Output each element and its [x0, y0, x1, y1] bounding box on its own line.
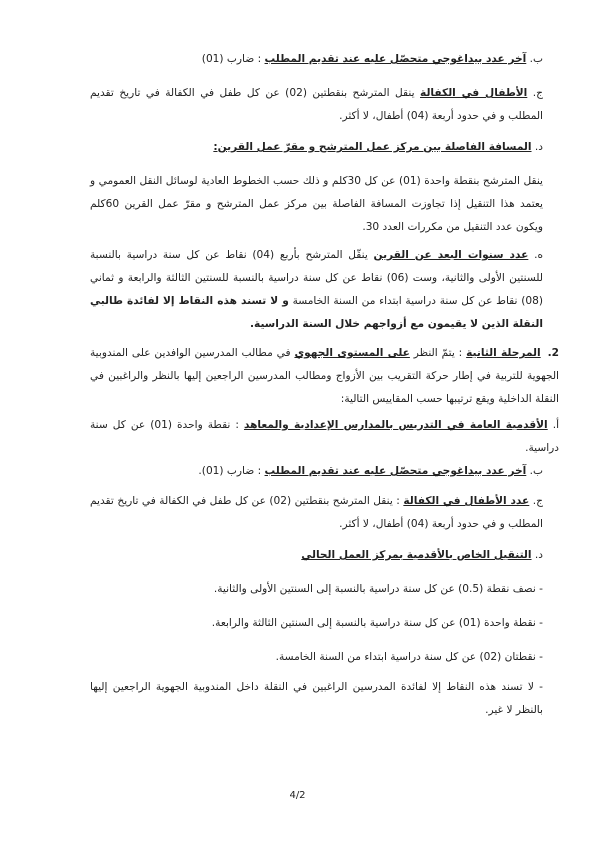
item-j-children: [90, 82, 543, 128]
item-text: : نقطة واحدة (01) عن كل سنة دراسية.: [90, 419, 559, 454]
stage2-item-a: [90, 414, 559, 460]
item-marker: أ.: [552, 419, 560, 431]
stage-intro-a: : يتمّ النظر: [409, 347, 463, 359]
item-label: آخر عدد بيداغوجي متحصّل عليه عند تقديم المطلب: [264, 465, 527, 477]
item-text: : ضارب (01): [201, 53, 262, 65]
item-text: ينقل المترشح بنقطتين (02) عن كل طفل في الكفالة في تاريخ تقديم المطلب و في حدود أربعة (04) أطفال، لا أكثر.: [90, 87, 543, 122]
item-label: المسافة الفاصلة بين مركز عمل المترشح و مقرّ عمل القرين:: [213, 141, 532, 153]
item-d-distance-heading: [90, 136, 543, 159]
stage2-item-j: [90, 490, 543, 536]
item-marker: ج.: [532, 495, 543, 507]
item-label: الأطفال في الكفالة: [420, 87, 528, 99]
item-text: : ضارب (01).: [198, 465, 262, 477]
item-label: الأقدمية العامة في التدريس بالمدارس الإعدادية والمعاهد: [243, 419, 548, 431]
stage-level: على المستوى الجهوي: [294, 347, 410, 359]
item-label: آخر عدد بيداغوجي متحصّل عليه عند تقديم المطلب: [264, 53, 527, 65]
item-label: التنقيل الخاص بالأقدمية بمركز العمل الحالي: [301, 549, 532, 561]
item-marker: ب.: [529, 53, 543, 65]
item-marker: ه.: [534, 249, 543, 261]
stage2-item-b: [90, 460, 543, 483]
stage-intro-b: في مطالب المدرسين الوافدين على المندوبية الجهوية للتربية في إطار حركة التقريب بين الأزواج ومطالب المدرسين الراجعين إليها بالنظر والراغبين في النقلة الداخلية ويقع ترتيبها حسب المقاييس التالية:: [90, 347, 559, 405]
item-marker: ب.: [529, 465, 543, 477]
distance-paragraph: ينقل المترشح بنقطة واحدة (01) عن كل 30كلم و ذلك حسب الخطوط العادية لوسائل النقل العمومي و يعتمد هذا التنقيل إذا تجاوزت المسافة الفاصلة بين مركز عمل المترشح و مقرّ عمل القرين 60كلم ويكون عدد التنقيل من مكررات العدد 30.: [90, 175, 544, 233]
bullet-item: - نقطتان (02) عن كل سنة دراسية ابتداء من السنة الخامسة.: [275, 651, 543, 663]
item-b-pedagogical-grade: [90, 48, 543, 71]
stage-title: المرحلة الثانية: [466, 347, 541, 359]
item-h-years-apart: [90, 244, 543, 336]
stage-number: 2.: [547, 347, 559, 359]
item-marker: ج.: [532, 87, 543, 99]
stage-two-paragraph: [90, 342, 559, 411]
bullet-item: - نقطة واحدة (01) عن كل سنة دراسية بالنسبة إلى السنتين الثالثة والرابعة.: [211, 617, 543, 629]
bullet-item: - لا تسند هذه النقاط إلا لفائدة المدرسين الراغبين في النقلة داخل المندوبية الجهوية الراجعين إليها بالنظر لا غير.: [90, 681, 543, 716]
stage2-item-d-heading: [90, 544, 543, 567]
item-marker: د.: [534, 141, 543, 153]
item-label: عدد الأطفال في الكفالة: [403, 495, 530, 507]
item-text: ينقّل المترشح بأربع (04) نقاط عن كل سنة دراسية بالنسبة للسنتين الأولى والثانية، وست (06) نقاط عن كل سنة دراسية بالنسبة للسنتين الثالثة والرابعة و ثماني (08) نقاط عن كل سنة دراسية ابتداء من السنة الخامسة: [90, 249, 544, 307]
bullet-item: - نصف نقطة (0.5) عن كل سنة دراسية بالنسبة إلى السنتين الأولى والثانية.: [213, 583, 543, 595]
item-text: : ينقل المترشح بنقطتين (02) عن كل طفل في الكفالة في تاريخ تقديم المطلب و في حدود أربعة (04) أطفال، لا أكثر.: [90, 495, 543, 530]
item-bold-note: و لا تسند هذه النقاط إلا لفائدة طالبي النقلة الذين لا يقيمون مع أزواجهم خلال السنة الدراسية.: [90, 295, 543, 330]
item-marker: د.: [534, 549, 543, 561]
item-label: عدد سنوات البعد عن القرين: [373, 249, 529, 261]
page-number: 4/2: [289, 790, 306, 801]
